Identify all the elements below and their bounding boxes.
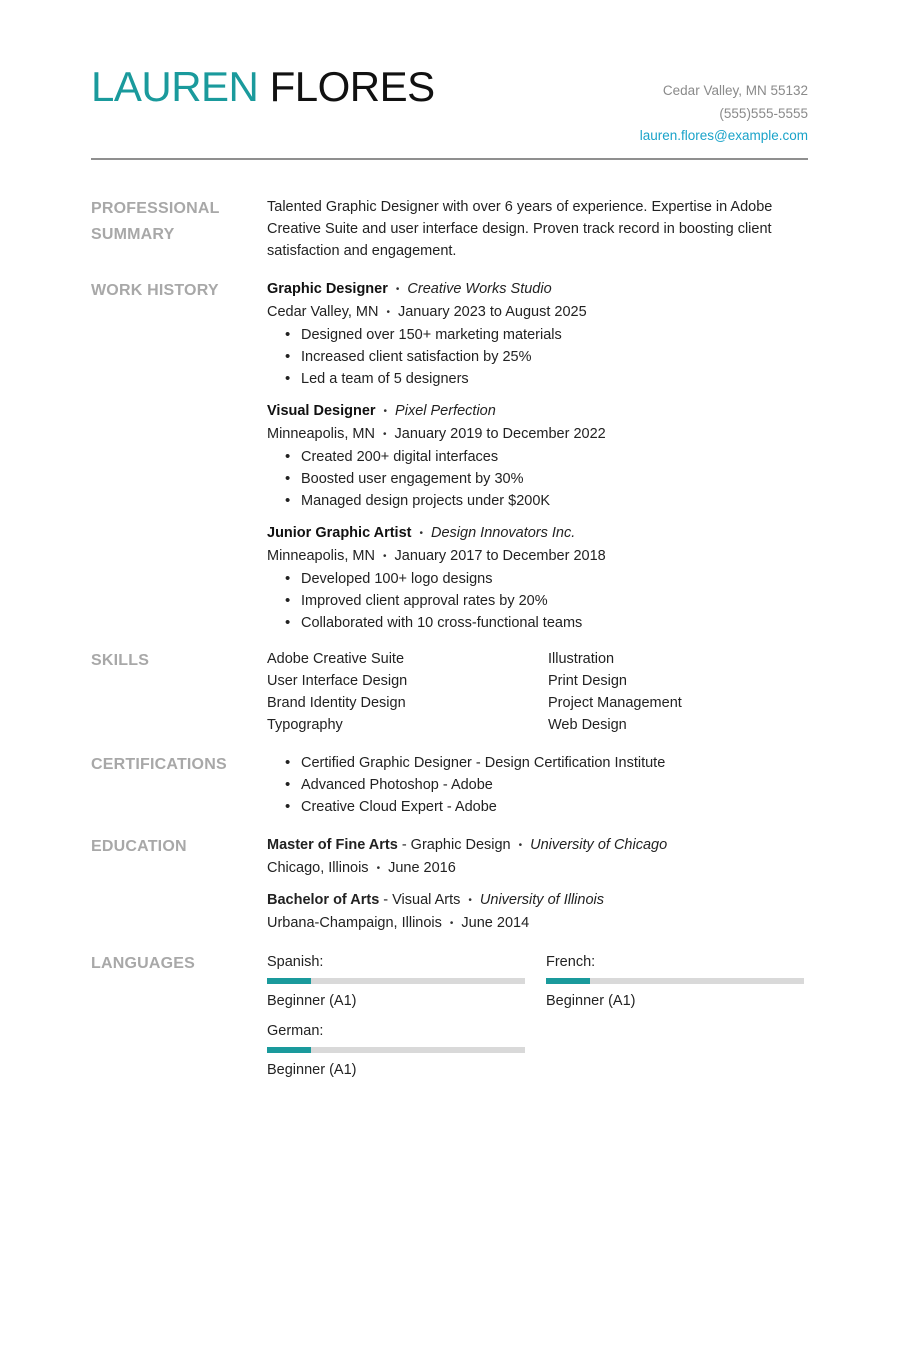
skill-item: Illustration [548, 651, 615, 667]
job-bullet: • Developed 100+ logo designs [285, 568, 808, 590]
candidate-name [91, 62, 435, 112]
section-label-summary: PROFESSIONAL SUMMARY [91, 200, 220, 243]
work-history-list [267, 278, 808, 634]
section-skills [91, 648, 808, 736]
job-entry: Visual Designer • Pixel Perfection Minneapolis, MN • January 2019 to December 2022 • Created 200+ digital interfaces • Boosted user engagement by 30% • Managed design projects under $200K [267, 400, 808, 512]
job-dates: January 2017 to December 2018 [394, 548, 606, 564]
job-bullet: • Boosted user engagement by 30% [285, 468, 808, 490]
school: University of Illinois [479, 892, 604, 908]
job-bullet: • Increased client satisfaction by 25% [285, 346, 808, 368]
section-label-certifications: CERTIFICATIONS [91, 756, 227, 773]
section-work-history [91, 278, 808, 634]
degree: Bachelor of Arts [267, 892, 380, 908]
skill-item: Typography [267, 717, 343, 733]
skill-item: Web Design [548, 717, 627, 733]
education-entry: Bachelor of Arts - Visual Arts • University of Illinois Urbana-Champaign, Illinois • June 2014 [267, 892, 604, 931]
job-bullet: • Designed over 150+ marketing materials [285, 324, 808, 346]
header-divider [91, 158, 808, 160]
section-certifications [91, 752, 808, 818]
skill-item: Print Design [548, 673, 627, 689]
job-location: Cedar Valley, MN [267, 304, 379, 320]
education-list [267, 834, 808, 935]
graduation-date: June 2016 [388, 860, 456, 876]
certification-item: • Creative Cloud Expert - Adobe [285, 796, 808, 818]
language-level: Beginner (A1) [267, 993, 357, 1009]
school: University of Chicago [530, 837, 668, 853]
language-entry [546, 951, 804, 1012]
certifications-list [267, 752, 808, 818]
job-title: Visual Designer [267, 403, 376, 419]
job-entry: Junior Graphic Artist • Design Innovators Inc. Minneapolis, MN • January 2017 to December 2018 • Developed 100+ logo designs • Improved client approval rates by 20% • Collaborated with 10 cross-functional teams [267, 522, 808, 634]
job-title: Junior Graphic Artist [267, 525, 412, 541]
language-proficiency-bar [267, 1047, 525, 1053]
skills-list [267, 648, 808, 736]
job-entry: Graphic Designer • Creative Works Studio Cedar Valley, MN • January 2023 to August 2025 • Designed over 150+ marketing materials • Increased client satisfaction by 25% • Led a team of 5 designers [267, 278, 808, 390]
contact-info [640, 80, 808, 148]
job-dates: January 2023 to August 2025 [397, 304, 587, 320]
graduation-date: June 2014 [461, 915, 530, 931]
language-level: Beginner (A1) [546, 993, 636, 1009]
skill-item: User Interface Design [267, 673, 408, 689]
section-label-languages: LANGUAGES [91, 955, 196, 972]
section-summary [91, 196, 808, 262]
skill-item: Brand Identity Design [267, 695, 406, 711]
section-education [91, 834, 808, 935]
job-title: Graphic Designer [267, 281, 388, 297]
phone: (555)555-5555 [719, 105, 808, 121]
job-location: Minneapolis, MN [267, 548, 375, 564]
language-proficiency-bar [546, 978, 804, 984]
skill-item: Adobe Creative Suite [267, 651, 405, 667]
job-dates: January 2019 to December 2022 [394, 426, 606, 442]
section-label-work-history: WORK HISTORY [91, 282, 219, 299]
job-bullet: • Led a team of 5 designers [285, 368, 808, 390]
section-label-skills: SKILLS [91, 652, 150, 669]
school-location: Urbana-Champaign, Illinois [267, 915, 442, 931]
last-name: FLORES [269, 63, 435, 110]
language-proficiency-fill [267, 978, 311, 984]
email-link[interactable]: lauren.flores@example.com [639, 128, 808, 143]
language-level: Beginner (A1) [267, 1062, 357, 1078]
section-languages [91, 951, 808, 1081]
language-proficiency-fill [546, 978, 590, 984]
job-company: Creative Works Studio [407, 281, 552, 297]
first-name: LAUREN [91, 63, 259, 110]
language-name: German: [267, 1023, 324, 1039]
job-bullet: • Improved client approval rates by 20% [285, 590, 808, 612]
job-bullet: • Collaborated with 10 cross-functional teams [285, 612, 808, 634]
language-proficiency-bar [267, 978, 525, 984]
language-entry [267, 1020, 525, 1081]
school-location: Chicago, Illinois [267, 860, 369, 876]
address: Cedar Valley, MN 55132 [662, 83, 808, 98]
degree-field: - Visual Arts [379, 892, 461, 908]
degree: Master of Fine Arts [267, 837, 398, 853]
resume-header [91, 60, 808, 160]
education-entry: Master of Fine Arts - Graphic Design • University of Chicago Chicago, Illinois • June 2016 [267, 837, 668, 876]
language-entry [267, 951, 525, 1012]
certification-item: • Advanced Photoshop - Adobe [285, 774, 808, 796]
language-name: French: [546, 954, 596, 970]
degree-field: - Graphic Design [397, 837, 511, 853]
job-company: Pixel Perfection [395, 403, 496, 419]
certification-item: • Certified Graphic Designer - Design Certification Institute [285, 752, 808, 774]
skill-item: Project Management [548, 695, 682, 711]
job-company: Design Innovators Inc. [431, 525, 576, 541]
language-proficiency-fill [267, 1047, 311, 1053]
language-name: Spanish: [267, 954, 324, 970]
job-bullet: • Created 200+ digital interfaces [285, 446, 808, 468]
languages-list [267, 951, 808, 1081]
section-label-education: EDUCATION [91, 838, 187, 855]
job-bullet: • Managed design projects under $200K [285, 490, 808, 512]
summary-text: Talented Graphic Designer with over 6 years of experience. Expertise in Adobe Creative Suite and user interface design. Proven track record in boosting client satisfaction and engagement. [267, 199, 773, 259]
job-location: Minneapolis, MN [267, 426, 375, 442]
